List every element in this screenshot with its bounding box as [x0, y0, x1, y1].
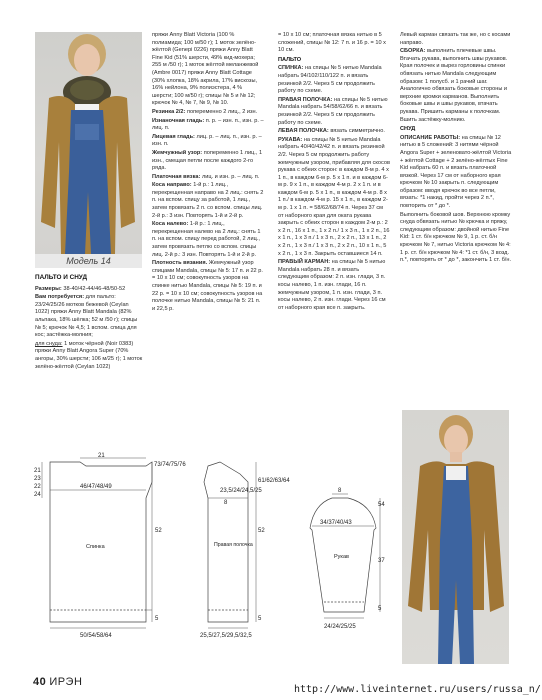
garter-text: лиц. и изн. р. – лиц. п.: [201, 173, 260, 180]
sleeves-text: на спицы № 5 нитью Mandala набрать 40/40/42/42 п. и вязать резинкой 2/2. Через 5 см продолжить работу жемчужным узором, прибавляя для скосов рукава с обеих сторон: в каждом 8-м р. 4 х 1 п., в каждом 6-м р. 5 х 1 п. и в каждом 6-м р. 9 х 1 п., в каждом 4-м р. 2 х 1 п. и в каждом 6-м р. 5 х 1 п., в каждом 4-м р. 8 х 1 п./ в каждом 4-м р. 15 х 1 п., в каждом 2-м р. 1 х 1 п. = 58/62/68/74 п. Через 37 см от наборного края для оката рукава закрыть с обеих сторон в каждом 2-м р.: 2 х 2 п., 16 х 1 п., 1 х 2 п./ 1 х 3 п., 1 х 2 п., 16 х 1 п., 1 х 3 п./ 1 х 3 п., 2 х 2 п., 13 х 1 п., 2 х 2 п., 1 х 3 п./ 1 х 3 п., 2 х 2 п., 10 х 1 п., 5 х 2 п., 1 х 3 п. Закрыть оставшиеся 14 п.: [278, 136, 390, 257]
pocket-label: ПРАВЫЙ КАРМАН:: [278, 259, 331, 266]
assembly-text: выполнить плечевые швы. Втачать рукава, выполнить швы рукавов. Края полочек и вырез горловины спинки обвязать нитью Mandala следующим образом: 1 полусб. и 1 рачий шаг. Аналогично обвязать боковые стороны и верхние кромки карманов. Выполнить боковые швы и швы рукавов, втачать рукава. Пришить карманы к полочкам. Вшить застёжку-молнию.: [400, 48, 508, 123]
column-1: [35, 274, 143, 372]
right-front-label: ПРАВАЯ ПОЛОЧКА:: [278, 96, 333, 103]
back-label: Спинка: [86, 544, 105, 550]
work-text: на спицы № 12 нитью в 5 сложений: 3 нитями чёрной Angora Super + зеленовато-жёлтой Victoria + жёлтой Cottage + 2 зелёно-жёлтых Fine Kid набрать 60 п. и вязать платочной вязкой. Через 17 см от наборного края крючком № 10 закрыть п. следующим образом: вводя крючок во все петли, вязать: *1 накид, пройти через 2 п.*, повторить от * до *.: [400, 134, 512, 210]
col3-intro: = 10 х 10 см; платочная вязка нитью в 5 сложений, спицы № 12: 7 п. и 16 р. = 10 х 10 см.: [278, 32, 386, 54]
pearl-text: попеременно 1 лиц., 1 изн., смещая петли после каждого 2-го ряда.: [152, 149, 263, 172]
rib-label: Резинка 2/2:: [152, 108, 186, 115]
back-left-1: 21: [34, 468, 41, 474]
work-label: ОПИСАНИЕ РАБОТЫ:: [400, 134, 461, 141]
knit-text: лиц. р. – лиц. п., изн. р. – изн. п.: [152, 133, 262, 148]
need-text: для пальто: 23/24/25/26 мотков бежевой (Ceylan 1022) пряжи Anny Blatt Mandala (82% альпака, 18% шёлка; 52 м /50 г); спицы № 5; крючок № 4,5; 1 вспом. спица для кос; застёжка-молния;: [35, 294, 138, 339]
left-front-text: вязать симметрично.: [330, 128, 385, 135]
density-label: Плотность вязания.: [152, 260, 208, 267]
front-shoulder: 23,5/24/24,5/25: [220, 488, 262, 494]
garter-label: Платочная вязка:: [152, 173, 201, 180]
snud-title: СНУД: [400, 126, 416, 133]
back-left-3: 22: [34, 484, 41, 490]
cable-left-text: 1-й р.: 1 лиц., перекрещенная налево на 2 лиц.: снять 1 п. на вспом. спицу перед работой, 2 лиц., затем провязать петлю со вспом. спицы лиц. 2-й р.: 3 изн. Повторять 1-й и 2-й р.: [152, 221, 261, 258]
sleeve-cap-height: 54: [378, 502, 385, 508]
need-label: Вам потребуется:: [35, 294, 85, 301]
sleeve-bottom-width: 24/24/25/25: [324, 624, 356, 630]
pocket-text: на спицы № 5 нитью Mandala набрать 28 п. и вязать следующим образом: 2 п. изн. глади, 3 п. косы налево, 1 п. изн. глади, 16 п. жемчужным узором, 1 п. изн. глади, 3 п. косы налево, 2 п. изн. глади. Через 16 см от наборного края все п. закрыть.: [278, 259, 386, 311]
snud-text: 1 моток чёрной (Noir 0383) пряжи Anny Blatt Angora Super (70% ангоры, 30% шерсти; 106 м/25 г); 1 моток зелёно-жёлтой (Ceylan 1022): [35, 340, 143, 370]
right-front-text: на спицы № 5 нитью Mandala набрать 54/58/62/66 п. и вязать резинкой 2/2. Через 5 см продолжить работу по схеме.: [278, 96, 388, 126]
back-rib: 5: [155, 616, 159, 622]
density-text: Жемчужный узор спицами Mandala, спицы № 5: 17 п. и 22 р. = 10 х 10 см; совокупность узоров на спинке нитью Mandala, спицы № 5: 19 п. и 22 р. = 10 х 10 см; совокупность узоров на полочке нитью Mandala, спицы № 5: 21 п. и 22,5 р.: [152, 260, 263, 312]
rib-text: попеременно 2 лиц., 2 изн.: [186, 108, 258, 115]
sleeve-label: Рукав: [334, 554, 349, 560]
column-4: [400, 32, 512, 266]
cable-right-label: Коса направо:: [152, 182, 192, 189]
source-url[interactable]: http://www.liveinternet.ru/users/russa_n/: [294, 684, 541, 695]
back-label: СПИНКА:: [278, 65, 304, 72]
model-photo-bottom: [402, 410, 509, 664]
model-caption: Модель 14: [35, 254, 142, 268]
front-top-right: 61/62/63/64: [258, 478, 290, 484]
snud-label: для снуда:: [35, 340, 63, 347]
front-label: Правая полочка: [214, 542, 253, 548]
back-left-2: 23: [34, 476, 41, 482]
sizes-value: 38-40/42-44/46-48/50-52: [63, 285, 126, 292]
col2-intro: пряжи Anny Blatt Victoria (100 % полиамида; 100 м/50 г); 1 моток зелёно-жёлтой (Genepi 0226) пряжи Anny Blatt Fine Kid (51% шерсти, 49% кид-мохера; 255 м /50 г); 1 моток жёлтой меланжевой (Ambre 0017) пряжи Anny Blatt Cottage (30% хлопка, 18% акрила, 17% вискозы, 16% нейлона, 9% полиэстера, 4 % шерсти; 100 м/50 г); спицы № 5 и № 12; крючок № 4, № 7, № 9, № 10.: [152, 32, 259, 107]
back-left-4: 24: [34, 492, 41, 498]
cable-right-text: 1-й р.: 1 лиц., перекрещенная направо на 2 лиц.: снять 2 п. на вспом. спицу за работой, 1 лиц., затем провязать 2 п. со вспом. спицы лиц. 2-й р.: 3 изн. Повторять 1-й и 2-й р.: [152, 182, 264, 219]
sleeve-length: 37: [378, 558, 385, 564]
purl-label: Изнаночная гладь:: [152, 117, 205, 124]
purl-text: п. р. – изн. п., изн. р. – лиц. п.: [152, 117, 264, 132]
back-chest: 46/47/48/49: [80, 484, 112, 490]
page-number-value: 40: [33, 676, 47, 688]
front-bottom-width: 25,5/27,5/29,5/32,5: [200, 633, 252, 639]
sleeve-width: 34/37/40/43: [320, 520, 352, 526]
pattern-diagrams: [28, 452, 388, 662]
left-front-label: ЛЕВАЯ ПОЛОЧКА:: [278, 128, 329, 135]
model-photo-top: [35, 32, 142, 254]
column-2: [152, 32, 264, 314]
cable-left-label: Коса налево:: [152, 221, 189, 228]
magazine-name: ИРЭН: [49, 676, 83, 688]
assembly-label: СБОРКА:: [400, 48, 426, 55]
back-text: на спицы № 5 нитью Mandala набрать 94/102/110/122 п. и вязать резинкой 2/2. Через 5 см продолжить работу по схеме.: [278, 65, 382, 95]
front-rib: 5: [258, 616, 262, 622]
knit-label: Лицевая гладь:: [152, 133, 195, 140]
coat-title: ПАЛЬТО: [278, 56, 302, 63]
front-neck-depth: 8: [224, 500, 228, 506]
sizes-label: Размеры:: [35, 285, 62, 292]
col4-intro: Левый карман связать так же, но с косами направо.: [400, 32, 511, 46]
back-top-width: 21: [98, 453, 105, 459]
column-3: [278, 32, 390, 313]
sleeve-rib: 5: [378, 606, 382, 612]
sleeve-top-width: 8: [338, 488, 342, 494]
sleeves-label: РУКАВА:: [278, 136, 303, 143]
back-right-top: 73/74/75/76: [154, 462, 186, 468]
page-number: [33, 676, 82, 688]
front-right-height: 52: [258, 528, 265, 534]
pearl-label: Жемчужный узор:: [152, 149, 203, 156]
back-bottom-width: 50/54/58/64: [80, 633, 112, 639]
back-right-height: 52: [155, 528, 162, 534]
side-seam-text: Выполнить боковой шов. Верхнюю кромку снуда обвязать нитью № крючка и пряжу, следующим образом: двойной нитью Fine Kid: 1 ст. б/н крючком № 9, 1 р. ст. б/н крючком № 7, нитью Victoria крючком № 4: 1 р. ст. б/н крючком № 4: *1 ст. б/н, 3 возд. п.*, повторять от * до *, закончить 1 ст. б/н.: [400, 211, 511, 264]
section-title: ПАЛЬТО И СНУД: [35, 274, 88, 281]
